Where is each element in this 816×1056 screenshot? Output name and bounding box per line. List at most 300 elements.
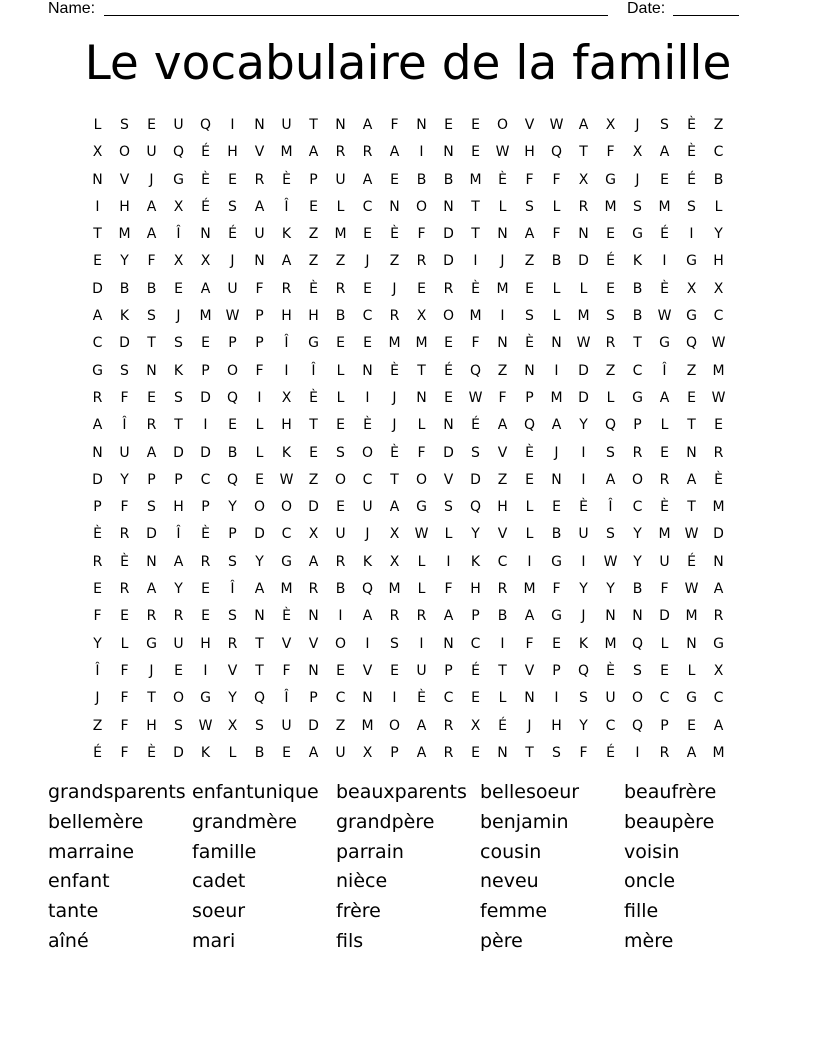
grid-letter: Z bbox=[335, 717, 346, 734]
grid-letter: E bbox=[363, 226, 372, 243]
grid-letter: S bbox=[633, 662, 642, 679]
grid-letter: Q bbox=[685, 335, 698, 352]
grid-letter: L bbox=[336, 389, 345, 406]
grid-letter: J bbox=[365, 526, 370, 543]
grid-letter: Y bbox=[579, 717, 588, 734]
grid-letter: L bbox=[552, 198, 561, 215]
grid-letter: M bbox=[280, 144, 293, 161]
grid-letter: E bbox=[471, 744, 480, 761]
grid-letter: D bbox=[659, 608, 670, 625]
grid-letter: D bbox=[578, 253, 589, 270]
grid-letter: E bbox=[336, 662, 345, 679]
grid-letter: D bbox=[119, 335, 130, 352]
word-list bbox=[48, 778, 768, 957]
grid-letter: E bbox=[336, 499, 345, 516]
grid-letter: D bbox=[713, 526, 724, 543]
grid-letter: V bbox=[524, 117, 535, 133]
grid-letter: A bbox=[362, 608, 373, 625]
grid-letter: X bbox=[632, 144, 643, 161]
grid-letter: A bbox=[146, 198, 157, 215]
grid-letter: J bbox=[365, 253, 370, 270]
grid-letter: W bbox=[657, 308, 672, 325]
word-list-item: enfantunique bbox=[192, 781, 319, 803]
grid-letter: I bbox=[95, 198, 100, 215]
grid-letter: E bbox=[552, 635, 561, 652]
grid-letter: P bbox=[201, 499, 210, 516]
grid-letter: R bbox=[578, 198, 589, 215]
grid-letter: O bbox=[388, 717, 401, 734]
word-list-item: marraine bbox=[48, 840, 135, 863]
grid-letter: A bbox=[146, 581, 157, 598]
grid-letter: N bbox=[551, 471, 562, 488]
grid-letter: X bbox=[173, 253, 184, 270]
grid-letter: Z bbox=[524, 253, 535, 270]
word-list-item: mère bbox=[624, 929, 674, 952]
grid-letter: E bbox=[390, 662, 399, 679]
grid-letter: H bbox=[200, 635, 211, 652]
grid-letter: N bbox=[254, 117, 265, 133]
grid-letter: K bbox=[362, 553, 373, 570]
grid-letter: N bbox=[443, 144, 454, 161]
grid-letter: A bbox=[578, 117, 589, 133]
grid-letter: N bbox=[200, 226, 211, 243]
grid-letter: L bbox=[228, 744, 237, 761]
grid-letter: S bbox=[525, 198, 534, 215]
grid-letter: È bbox=[660, 280, 669, 297]
grid-letter: B bbox=[254, 744, 265, 761]
grid-letter: J bbox=[635, 117, 640, 133]
date-blank-line bbox=[673, 15, 739, 16]
grid-letter: R bbox=[92, 553, 103, 570]
grid-letter: W bbox=[198, 717, 213, 734]
grid-letter: C bbox=[713, 144, 724, 161]
grid-letter: Î bbox=[176, 526, 181, 543]
grid-letter: L bbox=[417, 581, 426, 598]
grid-letter: Z bbox=[308, 253, 319, 270]
grid-letter: F bbox=[552, 226, 561, 243]
grid-letter: I bbox=[257, 389, 262, 406]
grid-letter: D bbox=[173, 444, 184, 461]
grid-letter: J bbox=[95, 690, 100, 707]
grid-letter: Q bbox=[199, 117, 212, 133]
grid-letter: F bbox=[525, 171, 534, 188]
grid-letter: A bbox=[686, 471, 697, 488]
grid-letter: L bbox=[498, 690, 507, 707]
word-list-item: beaufrère bbox=[624, 781, 717, 803]
grid-letter: È bbox=[282, 171, 291, 188]
grid-letter: D bbox=[200, 389, 211, 406]
grid-letter: A bbox=[308, 744, 319, 761]
grid-letter: A bbox=[713, 581, 724, 598]
grid-letter: G bbox=[416, 499, 427, 516]
grid-letter: Î bbox=[608, 499, 613, 516]
grid-letter: R bbox=[146, 608, 157, 625]
grid-letter: G bbox=[686, 690, 697, 707]
grid-letter: È bbox=[525, 444, 534, 461]
grid-letter: O bbox=[631, 471, 644, 488]
grid-letter: F bbox=[471, 335, 480, 352]
grid-letter: P bbox=[93, 499, 102, 516]
grid-letter: E bbox=[471, 690, 480, 707]
grid-letter: S bbox=[606, 526, 615, 543]
grid-letter: O bbox=[415, 471, 428, 488]
grid-letter: N bbox=[416, 117, 427, 133]
grid-letter: A bbox=[713, 717, 724, 734]
grid-letter: N bbox=[92, 444, 103, 461]
grid-letter: T bbox=[525, 744, 534, 761]
grid-letter: T bbox=[390, 471, 399, 488]
word-list-item: père bbox=[480, 929, 523, 952]
grid-letter: A bbox=[524, 226, 535, 243]
grid-letter: A bbox=[389, 144, 400, 161]
grid-letter: I bbox=[338, 608, 343, 625]
grid-letter: P bbox=[309, 171, 318, 188]
grid-letter: A bbox=[524, 608, 535, 625]
grid-letter: W bbox=[225, 308, 240, 325]
grid-letter: N bbox=[389, 198, 400, 215]
grid-letter: F bbox=[525, 635, 534, 652]
grid-letter: Î bbox=[284, 198, 289, 215]
grid-letter: Î bbox=[284, 690, 289, 707]
grid-letter: F bbox=[255, 280, 264, 297]
grid-letter: R bbox=[119, 581, 130, 598]
grid-letter: I bbox=[662, 253, 667, 270]
grid-letter: J bbox=[500, 253, 505, 270]
grid-letter: D bbox=[200, 444, 211, 461]
grid-letter: S bbox=[228, 553, 237, 570]
grid-letter: I bbox=[500, 308, 505, 325]
grid-letter: Y bbox=[93, 635, 102, 652]
grid-letter: S bbox=[120, 117, 129, 133]
grid-letter: È bbox=[687, 144, 696, 161]
grid-letter: O bbox=[442, 308, 455, 325]
grid-letter: V bbox=[119, 171, 130, 188]
grid-letter: U bbox=[335, 171, 346, 188]
grid-letter: Î bbox=[284, 335, 289, 352]
grid-letter: W bbox=[711, 335, 726, 352]
grid-letter: M bbox=[388, 335, 401, 352]
word-list-item: cadet bbox=[192, 870, 246, 893]
word-list-item: beaupère bbox=[624, 810, 715, 833]
grid-letter: D bbox=[470, 471, 481, 488]
grid-letter: B bbox=[551, 253, 562, 270]
grid-letter: K bbox=[578, 635, 589, 652]
grid-letter: E bbox=[660, 444, 669, 461]
grid-letter: W bbox=[684, 581, 699, 598]
grid-letter: B bbox=[497, 608, 508, 625]
grid-letter: W bbox=[468, 389, 483, 406]
word-list-item: grandsparents bbox=[48, 781, 186, 803]
grid-letter: A bbox=[659, 389, 670, 406]
grid-letter: B bbox=[119, 280, 130, 297]
word-list-item: oncle bbox=[624, 870, 676, 893]
grid-letter: A bbox=[173, 553, 184, 570]
grid-letter: R bbox=[281, 280, 292, 297]
grid-letter: M bbox=[469, 171, 482, 188]
grid-letter: E bbox=[336, 417, 345, 434]
grid-letter: I bbox=[554, 362, 559, 379]
grid-letter: X bbox=[389, 526, 400, 543]
grid-letter: U bbox=[254, 226, 265, 243]
grid-letter: Z bbox=[686, 362, 697, 379]
grid-letter: A bbox=[389, 499, 400, 516]
grid-letter: X bbox=[227, 717, 238, 734]
grid-letter: É bbox=[471, 417, 480, 434]
name-blank-line bbox=[104, 15, 608, 16]
grid-letter: B bbox=[335, 308, 346, 325]
grid-letter: I bbox=[581, 444, 586, 461]
grid-letter: I bbox=[392, 690, 397, 707]
grid-letter: R bbox=[335, 280, 346, 297]
grid-letter: M bbox=[334, 226, 347, 243]
word-list-item: bellesoeur bbox=[480, 781, 580, 803]
grid-letter: M bbox=[685, 608, 698, 625]
grid-letter: Î bbox=[662, 362, 667, 379]
grid-letter: E bbox=[714, 417, 723, 434]
grid-letter: D bbox=[578, 389, 589, 406]
grid-letter: I bbox=[635, 744, 640, 761]
grid-letter: T bbox=[147, 690, 156, 707]
grid-letter: H bbox=[524, 144, 535, 161]
grid-letter: L bbox=[336, 362, 345, 379]
grid-letter: A bbox=[92, 417, 103, 434]
grid-letter: Z bbox=[92, 717, 103, 734]
grid-letter: S bbox=[336, 444, 345, 461]
grid-letter: L bbox=[714, 198, 723, 215]
grid-letter: E bbox=[444, 117, 453, 133]
grid-letter: G bbox=[173, 171, 184, 188]
grid-letter: U bbox=[659, 553, 670, 570]
grid-letter: I bbox=[473, 253, 478, 270]
grid-letter: L bbox=[579, 280, 588, 297]
grid-letter: B bbox=[443, 171, 454, 188]
worksheet-header bbox=[0, 0, 816, 22]
grid-letter: N bbox=[605, 608, 616, 625]
grid-letter: M bbox=[469, 308, 482, 325]
grid-letter: R bbox=[605, 335, 616, 352]
grid-letter: D bbox=[308, 499, 319, 516]
grid-letter: P bbox=[147, 471, 156, 488]
grid-letter: E bbox=[687, 717, 696, 734]
grid-letter: B bbox=[713, 171, 724, 188]
word-list-item: neveu bbox=[480, 870, 539, 893]
grid-letter: T bbox=[147, 335, 156, 352]
grid-letter: B bbox=[551, 526, 562, 543]
grid-letter: L bbox=[417, 553, 426, 570]
grid-letter: Y bbox=[633, 553, 642, 570]
grid-letter: X bbox=[713, 662, 724, 679]
grid-letter: L bbox=[606, 389, 615, 406]
grid-letter: N bbox=[686, 444, 697, 461]
grid-letter: O bbox=[496, 117, 509, 133]
grid-letter: M bbox=[199, 308, 212, 325]
grid-letter: G bbox=[686, 308, 697, 325]
grid-letter: F bbox=[282, 662, 291, 679]
grid-letter: U bbox=[227, 280, 238, 297]
grid-letter: Y bbox=[255, 553, 264, 570]
grid-letter: E bbox=[93, 581, 102, 598]
grid-letter: U bbox=[578, 526, 589, 543]
grid-letter: O bbox=[334, 635, 347, 652]
grid-letter: A bbox=[416, 717, 427, 734]
grid-letter: I bbox=[419, 144, 424, 161]
grid-letter: X bbox=[416, 308, 427, 325]
grid-letter: R bbox=[497, 581, 508, 598]
grid-letter: A bbox=[92, 308, 103, 325]
grid-letter: Q bbox=[226, 389, 239, 406]
grid-letter: P bbox=[552, 662, 561, 679]
grid-letter: I bbox=[527, 553, 532, 570]
grid-letter: T bbox=[309, 417, 318, 434]
grid-letter: A bbox=[686, 744, 697, 761]
grid-letter: D bbox=[92, 280, 103, 297]
grid-letter: È bbox=[525, 335, 534, 352]
grid-letter: N bbox=[308, 662, 319, 679]
grid-letter: O bbox=[118, 144, 131, 161]
grid-letter: J bbox=[635, 171, 640, 188]
grid-letter: I bbox=[500, 635, 505, 652]
grid-letter: U bbox=[335, 744, 346, 761]
grid-letter: Q bbox=[361, 581, 374, 598]
grid-letter: C bbox=[362, 198, 373, 215]
grid-letter: M bbox=[658, 198, 671, 215]
grid-letter: S bbox=[633, 198, 642, 215]
grid-letter: F bbox=[93, 608, 102, 625]
grid-letter: H bbox=[713, 253, 724, 270]
grid-letter: H bbox=[308, 308, 319, 325]
grid-letter: C bbox=[362, 308, 373, 325]
grid-letter: C bbox=[443, 690, 454, 707]
grid-letter: S bbox=[552, 744, 561, 761]
grid-letter: F bbox=[417, 226, 426, 243]
grid-letter: R bbox=[443, 717, 454, 734]
grid-letter: B bbox=[146, 280, 157, 297]
grid-letter: O bbox=[172, 690, 185, 707]
grid-letter: B bbox=[632, 280, 643, 297]
grid-letter: F bbox=[660, 581, 669, 598]
grid-letter: U bbox=[119, 444, 130, 461]
grid-letter: V bbox=[308, 635, 319, 652]
grid-letter: C bbox=[281, 526, 292, 543]
grid-letter: V bbox=[281, 635, 292, 652]
grid-letter: Q bbox=[604, 417, 617, 434]
grid-letter: È bbox=[390, 444, 399, 461]
grid-letter: R bbox=[713, 608, 724, 625]
grid-letter: C bbox=[92, 335, 103, 352]
grid-letter: E bbox=[93, 253, 102, 270]
grid-letter: X bbox=[92, 144, 103, 161]
grid-letter: É bbox=[228, 226, 237, 243]
grid-letter: U bbox=[173, 635, 184, 652]
grid-letter: Q bbox=[469, 362, 482, 379]
grid-letter: K bbox=[173, 362, 184, 379]
grid-letter: A bbox=[362, 117, 373, 133]
grid-letter: I bbox=[284, 362, 289, 379]
grid-letter: D bbox=[254, 526, 265, 543]
grid-letter: O bbox=[415, 198, 428, 215]
grid-letter: P bbox=[255, 308, 264, 325]
grid-letter: M bbox=[604, 198, 617, 215]
grid-letter: X bbox=[713, 280, 724, 297]
grid-letter: N bbox=[686, 635, 697, 652]
grid-letter: S bbox=[228, 198, 237, 215]
grid-letter: T bbox=[633, 335, 642, 352]
grid-letter: C bbox=[713, 690, 724, 707]
grid-letter: F bbox=[444, 581, 453, 598]
grid-letter: E bbox=[147, 117, 156, 133]
grid-letter: W bbox=[549, 117, 564, 133]
grid-letter: R bbox=[389, 608, 400, 625]
grid-letter: G bbox=[605, 171, 616, 188]
grid-letter: H bbox=[119, 198, 130, 215]
grid-letter: S bbox=[174, 335, 183, 352]
grid-letter: E bbox=[471, 144, 480, 161]
grid-letter: E bbox=[660, 662, 669, 679]
grid-letter: E bbox=[120, 608, 129, 625]
grid-letter: N bbox=[416, 389, 427, 406]
grid-letter: P bbox=[228, 335, 237, 352]
grid-letter: J bbox=[527, 717, 532, 734]
grid-letter: F bbox=[552, 171, 561, 188]
grid-letter: E bbox=[444, 389, 453, 406]
word-list-item: soeur bbox=[192, 900, 246, 923]
grid-letter: M bbox=[496, 280, 509, 297]
grid-letter: X bbox=[200, 253, 211, 270]
grid-letter: M bbox=[280, 581, 293, 598]
grid-letter: M bbox=[361, 717, 374, 734]
grid-letter: P bbox=[228, 526, 237, 543]
grid-letter: D bbox=[443, 253, 454, 270]
grid-letter: S bbox=[390, 635, 399, 652]
grid-letter: C bbox=[470, 635, 481, 652]
grid-letter: L bbox=[498, 198, 507, 215]
grid-letter: B bbox=[227, 444, 238, 461]
grid-letter: J bbox=[176, 308, 181, 325]
grid-letter: Q bbox=[631, 717, 644, 734]
grid-letter: Z bbox=[497, 362, 508, 379]
grid-letter: T bbox=[687, 499, 696, 516]
grid-letter: S bbox=[147, 308, 156, 325]
grid-letter: É bbox=[687, 171, 696, 188]
grid-letter: G bbox=[146, 635, 157, 652]
grid-letter: W bbox=[711, 389, 726, 406]
grid-letter: R bbox=[713, 444, 724, 461]
grid-letter: B bbox=[335, 581, 346, 598]
name-label: Name: bbox=[48, 0, 96, 17]
grid-letter: Q bbox=[550, 144, 563, 161]
grid-letter: E bbox=[606, 280, 615, 297]
grid-letter: E bbox=[282, 744, 291, 761]
grid-letter: E bbox=[174, 280, 183, 297]
grid-letter: U bbox=[335, 526, 346, 543]
grid-letter: T bbox=[687, 417, 696, 434]
word-list-item: benjamin bbox=[480, 810, 569, 833]
grid-letter: Y bbox=[228, 499, 237, 516]
grid-letter: P bbox=[309, 690, 318, 707]
grid-letter: B bbox=[632, 308, 643, 325]
grid-letter: S bbox=[687, 198, 696, 215]
grid-letter: V bbox=[524, 662, 535, 679]
grid-letter: È bbox=[147, 744, 156, 761]
grid-letter: V bbox=[227, 662, 238, 679]
grid-letter: P bbox=[660, 717, 669, 734]
grid-letter: E bbox=[174, 662, 183, 679]
grid-letter: È bbox=[714, 471, 723, 488]
grid-letter: È bbox=[498, 171, 507, 188]
grid-letter: Y bbox=[471, 526, 480, 543]
grid-letter: H bbox=[551, 717, 562, 734]
grid-letter: S bbox=[525, 308, 534, 325]
